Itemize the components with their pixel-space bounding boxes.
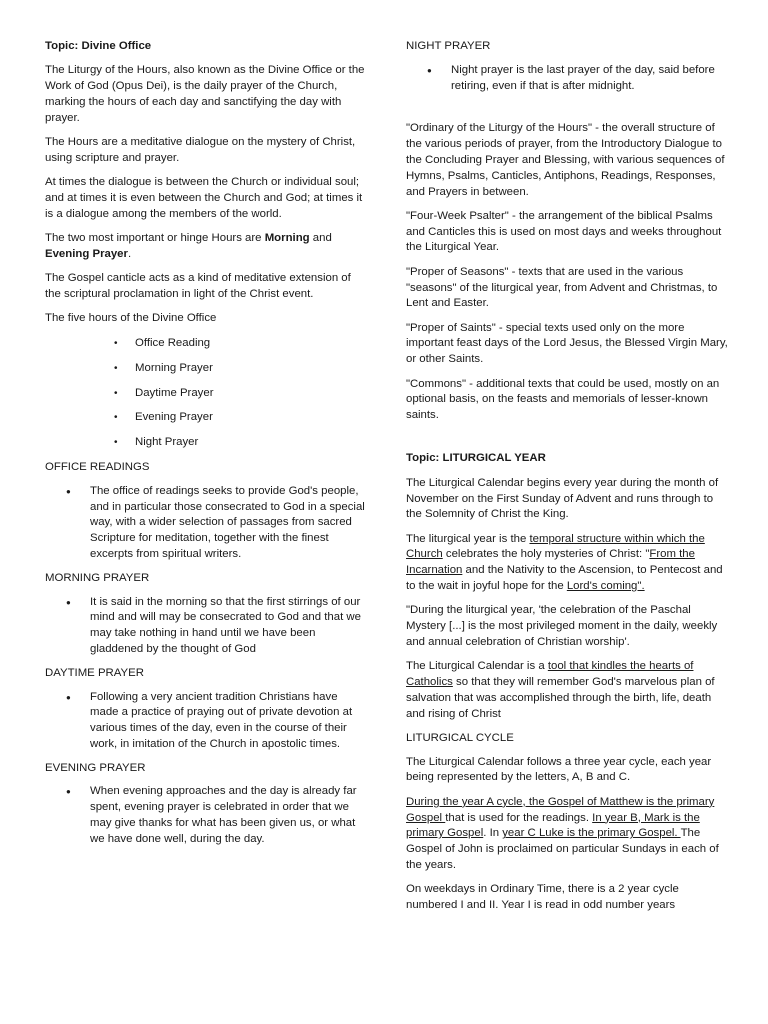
section-heading-night-prayer: NIGHT PRAYER	[406, 40, 491, 52]
hours-list	[45, 336, 367, 451]
underlined-text: Lord's coming".	[566, 580, 645, 593]
list-item: ● Night prayer is the last prayer of the day, said before retiring, even if that is after midnight.	[451, 63, 728, 95]
list-item: • Morning Prayer	[135, 361, 367, 377]
hinge-morning: Morning	[264, 231, 310, 244]
right-column	[406, 39, 728, 922]
hinge-text-and: and	[309, 231, 332, 244]
paragraph-meditative: The Hours are a meditative dialogue on the mystery of Christ, using scripture and prayer.	[45, 135, 356, 164]
text: . In	[483, 827, 503, 840]
paragraph-five-hours: The five hours of the Divine Office	[45, 312, 217, 325]
section-heading-evening-prayer: EVENING PRAYER	[45, 761, 146, 774]
office-readings-list	[45, 484, 367, 563]
evening-prayer-list	[45, 784, 367, 847]
paragraph-intro: The Liturgy of the Hours, also known as the Divine Office or the Work of God (Opus Dei), is the daily prayer of the Church, marking the hours of each day and sanctifying the day with prayer.	[45, 64, 365, 124]
paragraph-cycle: The Liturgical Calendar follows a three year cycle, each year being represented by the letters, A, B and C.	[406, 755, 712, 784]
morning-prayer-list	[45, 595, 367, 658]
paragraph-liturgical-year	[406, 532, 728, 595]
section-heading-liturgical-cycle: LITURGICAL CYCLE	[406, 731, 514, 744]
paragraph-calendar-begins: The Liturgical Calendar begins every year during the month of November on the First Sunday of Advent and runs through to the Solemnity of Christ the King.	[406, 476, 719, 521]
list-item: • Evening Prayer	[135, 410, 367, 426]
hinge-text-pre: The two most important or hinge Hours are	[45, 231, 265, 244]
underlined-text: In year B, Mark is the primary Gospel	[406, 811, 700, 840]
text: The Gospel of John is proclaimed on particular Sundays in each of the years.	[406, 827, 719, 871]
spacer	[406, 432, 728, 451]
paragraph-weekdays: On weekdays in Ordinary Time, there is a 2 year cycle numbered I and II. Year I is read in odd number years	[406, 883, 679, 912]
section-heading-daytime-prayer: DAYTIME PRAYER	[45, 666, 144, 679]
paragraph-seasons: "Proper of Seasons" - texts that are used in the various "seasons" of the liturgical year, from Advent and Christmas, to Lent and Easter.	[406, 265, 718, 310]
list-item: • Daytime Prayer	[135, 386, 367, 402]
text: The Liturgical Calendar is a	[406, 660, 548, 673]
section-heading-office-readings: OFFICE READINGS	[45, 460, 150, 473]
list-item: ● The office of readings seeks to provide God's people, and in particular those consecrated to God in a special way, with a wider selection of passages from sacred Scripture for meditation, together with the finest excerpts from spiritual writers.	[90, 484, 367, 563]
section-heading-morning-prayer: MORNING PRAYER	[45, 571, 150, 584]
paragraph-psalter: "Four-Week Psalter" - the arrangement of the biblical Psalms and Canticles this is used on most days and weeks throughout the Liturgical Year.	[406, 209, 722, 254]
text: so that they will remember God's marvelous plan of salvation that was accomplished through the birth, life, death and rising of Christ	[406, 676, 715, 720]
paragraph-paschal: "During the liturgical year, 'the celebration of the Paschal Mystery [...] is the most privileged moment in the daily, weekly and annual celebration of Christian worship'.	[406, 604, 718, 648]
underlined-text: temporal structure within which the Church	[406, 532, 705, 561]
hinge-text-end: .	[127, 247, 132, 260]
night-prayer-list	[406, 63, 728, 95]
daytime-prayer-list	[45, 690, 367, 753]
paragraph-hinge-hours	[45, 231, 367, 263]
text: and the Nativity to the Ascension, to Pentecost and to the wait in joyful hope for the	[406, 564, 723, 593]
hinge-evening: Evening Prayer	[45, 247, 128, 260]
list-item: ● When evening approaches and the day is already far spent, evening prayer is celebrated in order that we may give thanks for what has been given us, or what we have done well, during the day.	[90, 784, 367, 847]
topic-heading-divine-office: Topic: Divine Office	[45, 40, 152, 52]
spacer	[406, 102, 728, 121]
left-column	[45, 39, 367, 856]
paragraph-canticle: The Gospel canticle acts as a kind of meditative extension of the scriptural proclamation in light of the Christ event.	[45, 272, 351, 300]
paragraph-ordinary: "Ordinary of the Liturgy of the Hours" - the overall structure of the various periods of prayer, from the Introductory Dialogue to the Concluding Prayer and Blessing, with various sequences of Hymns, Psalms, Canticles, Antiphons, Readings, Responses, and Prayers in between.	[406, 122, 725, 198]
underlined-text: From the Incarnation	[406, 548, 695, 577]
underlined-text: tool that kindles the hearts of Catholics	[406, 660, 694, 688]
list-item: • Night Prayer	[135, 435, 367, 451]
list-item: • Office Reading	[135, 336, 367, 352]
paragraph-dialogue: At times the dialogue is between the Church or individual soul; and at times it is even between the Church and God; at times it is a dialogue among the members of the world.	[45, 176, 363, 220]
text: The liturgical year is the	[406, 532, 530, 545]
text: celebrates the holy mysteries of Christ: "	[442, 548, 650, 561]
underlined-text: year C Luke is the primary Gospel.	[502, 827, 681, 840]
underlined-text: During the year A cycle, the Gospel of Matthew is the primary Gospel	[406, 795, 715, 824]
paragraph-tool	[406, 659, 728, 722]
list-item: ● Following a very ancient tradition Christians have made a practice of praying out of private devotion at various times of the day, even in the course of their work, in imitation of the Church in apostolic times.	[90, 690, 367, 753]
text: that is used for the readings.	[445, 811, 593, 824]
paragraph-commons: "Commons" - additional texts that could be used, mostly on an optional basis, on the feasts and memorials of lesser-known saints.	[406, 377, 720, 422]
paragraph-gospels	[406, 795, 728, 874]
list-item: ● It is said in the morning so that the first stirrings of our mind and will may be consecrated to God and that we may take nothing in hand until we have been gladdened by the thought of God	[90, 595, 367, 658]
paragraph-saints: "Proper of Saints" - special texts used only on the more important feast days of the Lord Jesus, the Blessed Virgin Mary, or other Saints.	[406, 321, 728, 366]
topic-heading-liturgical-year: Topic: LITURGICAL YEAR	[406, 452, 546, 465]
